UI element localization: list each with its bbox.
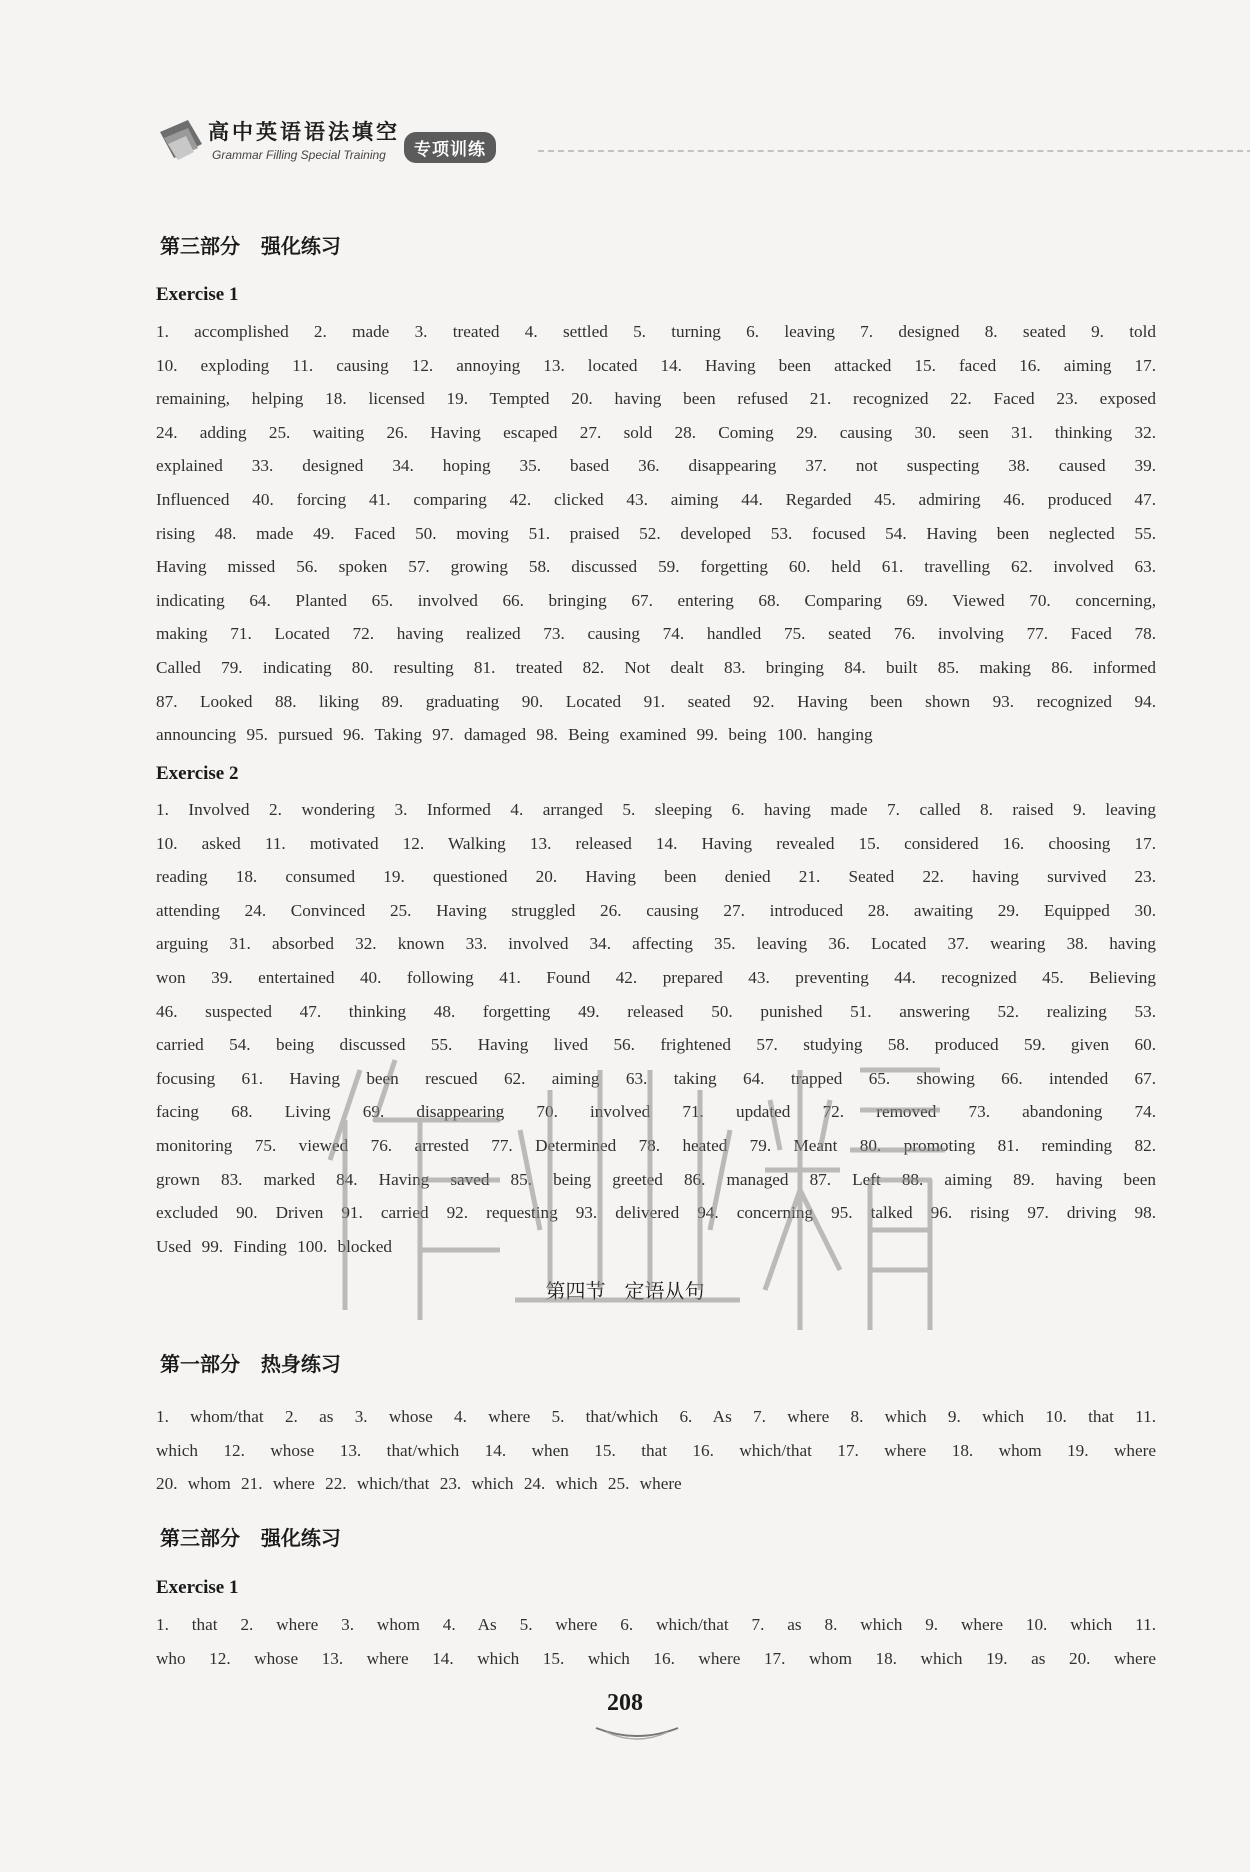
part1-answers: [156, 1400, 1156, 1501]
answer-line: 46. suspected 47. thinking 48. forgetting 49. released 50. punished 51. answering 52. realizing 53.: [156, 1001, 1156, 1021]
answer-line: making 71. Located 72. having realized 73. causing 74. handled 75. seated 76. involving 77. Faced 78.: [156, 624, 1156, 644]
answer-line: 1. accomplished 2. made 3. treated 4. settled 5. turning 6. leaving 7. designed 8. seated 9. told: [156, 322, 1156, 341]
answer-line: reading 18. consumed 19. questioned 20. Having been denied 21. Seated 22. having survived 23.: [156, 867, 1156, 887]
answer-line: 1. Involved 2. wondering 3. Informed 4. arranged 5. sleeping 6. having made 7. called 8. raised 9. leaving: [156, 800, 1156, 819]
answer-line: 10. exploding 11. causing 12. annoying 13. located 14. Having been attacked 15. faced 16. aiming 17.: [156, 355, 1156, 375]
book-title-en: Grammar Filling Special Training: [212, 148, 386, 162]
answer-line: 87. Looked 88. liking 89. graduating 90. Located 91. seated 92. Having been shown 93. recognized 94.: [156, 691, 1156, 711]
answer-line: 24. adding 25. waiting 26. Having escaped 27. sold 28. Coming 29. causing 30. seen 31. thinking 32.: [156, 422, 1156, 442]
answer-line: who 12. whose 13. where 14. which 15. which 16. where 17. whom 18. which 19. as 20. where: [156, 1648, 1156, 1668]
answer-line: won 39. entertained 40. following 41. Found 42. prepared 43. preventing 44. recognized 45. Believing: [156, 967, 1156, 987]
answer-line: excluded 90. Driven 91. carried 92. requesting 93. delivered 94. concerning 95. talked 96. rising 97. driving 98.: [156, 1203, 1156, 1223]
answer-line: 20. whom 21. where 22. which/that 23. which 24. which 25. where: [156, 1474, 682, 1494]
book-title-cn: 高中英语语法填空: [208, 120, 400, 144]
page-number: 208: [607, 1690, 643, 1716]
answer-line: Influenced 40. forcing 41. comparing 42. clicked 43. aiming 44. Regarded 45. admiring 46. produced 47.: [156, 489, 1156, 509]
exercise1-title: Exercise 1: [156, 284, 239, 305]
answer-line: focusing 61. Having been rescued 62. aiming 63. taking 64. trapped 65. showing 66. intended 67.: [156, 1068, 1156, 1088]
header-divider: [538, 150, 1250, 152]
answer-line: Having missed 56. spoken 57. growing 58. discussed 59. forgetting 60. held 61. travelling 62. involved 63.: [156, 557, 1156, 577]
answer-line: attending 24. Convinced 25. Having struggled 26. causing 27. introduced 28. awaiting 29. Equipped 30.: [156, 900, 1156, 920]
answer-line: announcing 95. pursued 96. Taking 97. damaged 98. Being examined 99. being 100. hanging: [156, 725, 873, 745]
exercise1-bottom-answers: [156, 1608, 1156, 1675]
page-number-swoosh: [592, 1722, 682, 1740]
book-header: [158, 112, 1158, 174]
book-series-badge: 专项训练: [404, 132, 496, 163]
answer-line: Called 79. indicating 80. resulting 81. treated 82. Not dealt 83. bringing 84. built 85. making 86. informed: [156, 657, 1156, 677]
answer-line: which 12. whose 13. that/which 14. when 15. that 16. which/that 17. where 18. whom 19. where: [156, 1440, 1156, 1460]
part1-heading: 第一部分 热身练习: [160, 1352, 341, 1376]
answer-line: monitoring 75. viewed 76. arrested 77. Determined 78. heated 79. Meant 80. promoting 81. reminding 82.: [156, 1135, 1156, 1155]
answer-line: indicating 64. Planted 65. involved 66. bringing 67. entering 68. Comparing 69. Viewed 70. concerning,: [156, 590, 1156, 610]
exercise2-title: Exercise 2: [156, 763, 239, 784]
answer-line: grown 83. marked 84. Having saved 85. being greeted 86. managed 87. Left 88. aiming 89. having been: [156, 1169, 1156, 1189]
answer-line: facing 68. Living 69. disappearing 70. involved 71. updated 72. removed 73. abandoning 74.: [156, 1102, 1156, 1122]
part3-heading: 第三部分 强化练习: [160, 234, 341, 258]
answer-line: carried 54. being discussed 55. Having lived 56. frightened 57. studying 58. produced 59. given 60.: [156, 1035, 1156, 1055]
book-logo-icon: [158, 118, 204, 164]
answer-line: rising 48. made 49. Faced 50. moving 51. praised 52. developed 53. focused 54. Having been neglected 55.: [156, 523, 1156, 543]
answer-line: explained 33. designed 34. hoping 35. based 36. disappearing 37. not suspecting 38. caused 39.: [156, 456, 1156, 476]
section4-heading: 第四节 定语从句: [545, 1279, 705, 1303]
answer-line: arguing 31. absorbed 32. known 33. involved 34. affecting 35. leaving 36. Located 37. wearing 38. having: [156, 934, 1156, 954]
answer-line: 1. whom/that 2. as 3. whose 4. where 5. that/which 6. As 7. where 8. which 9. which 10. that 11.: [156, 1407, 1156, 1426]
exercise1-answers: [156, 315, 1156, 752]
part3-bottom-heading: 第三部分 强化练习: [160, 1526, 341, 1550]
answer-line: 1. that 2. where 3. whom 4. As 5. where 6. which/that 7. as 8. which 9. where 10. which 11.: [156, 1615, 1156, 1634]
exercise2-answers: [156, 793, 1156, 1263]
answer-line: Used 99. Finding 100. blocked: [156, 1236, 392, 1256]
exercise1-bottom-title: Exercise 1: [156, 1577, 239, 1598]
answer-line: 10. asked 11. motivated 12. Walking 13. released 14. Having revealed 15. considered 16. choosing 17.: [156, 833, 1156, 853]
answer-line: remaining, helping 18. licensed 19. Tempted 20. having been refused 21. recognized 22. Faced 23. exposed: [156, 389, 1156, 409]
